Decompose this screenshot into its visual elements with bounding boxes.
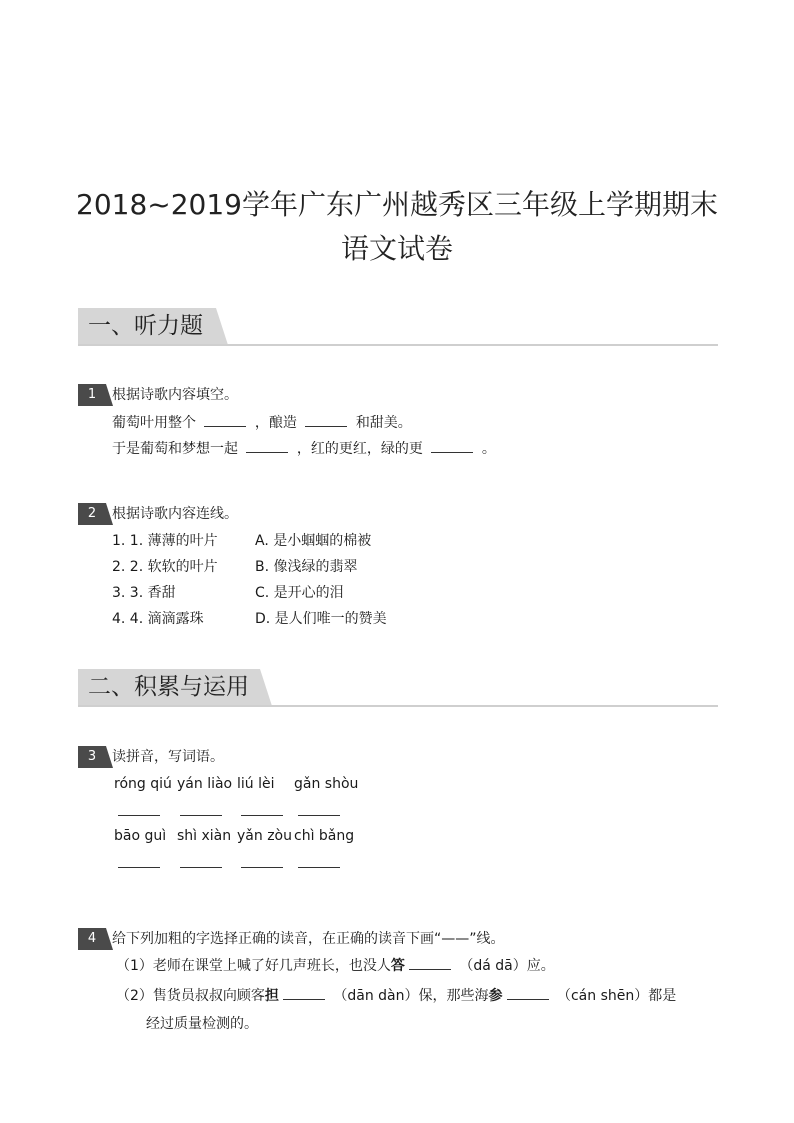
sub-question-2 xyxy=(116,985,676,1007)
answer-blank[interactable] xyxy=(241,867,283,868)
match-left-item[interactable]: 1. 1. 薄薄的叶片 xyxy=(112,533,218,549)
fill-text: 于是葡萄和梦想一起 xyxy=(112,441,238,457)
question-prompt: 读拼音，写词语。 xyxy=(112,749,224,765)
bold-character: 担 xyxy=(264,988,279,1004)
fill-blank[interactable] xyxy=(204,412,246,427)
section-label: 一、听力题 xyxy=(88,313,203,339)
answer-blank[interactable] xyxy=(241,815,283,816)
fill-text: ，红的更红，绿的更 xyxy=(296,441,423,457)
document-title xyxy=(60,183,734,271)
section-divider xyxy=(78,344,718,346)
fill-text: 葡萄叶用整个 xyxy=(112,415,196,431)
pronunciation-choices[interactable]: （cán shēn）都是 xyxy=(556,988,677,1004)
question-number-badge: 1 xyxy=(78,384,106,406)
fill-text: 。 xyxy=(481,441,496,457)
bold-character: 参 xyxy=(488,988,503,1004)
bold-character: 答 xyxy=(390,958,405,974)
fill-blank[interactable] xyxy=(431,438,473,453)
question-prompt: 根据诗歌内容连线。 xyxy=(112,506,238,522)
fill-text: ，酿造 xyxy=(254,415,297,431)
question-number-badge: 2 xyxy=(78,503,106,525)
sub-question-2-continuation: 经过质量检测的。 xyxy=(146,1016,258,1032)
answer-blank[interactable] xyxy=(180,867,222,868)
match-right-item[interactable]: D. 是人们唯一的赞美 xyxy=(255,611,387,627)
question-4 xyxy=(78,928,718,1038)
pinyin-label: bāo guì xyxy=(114,828,167,844)
answer-blank[interactable] xyxy=(118,867,160,868)
fill-line-1 xyxy=(112,412,412,433)
question-prompt: 根据诗歌内容填空。 xyxy=(112,387,238,403)
match-row xyxy=(112,609,387,629)
question-2 xyxy=(78,503,718,633)
answer-blank[interactable] xyxy=(118,815,160,816)
match-right-item[interactable]: A. 是小蝈蝈的棉被 xyxy=(255,533,372,549)
answer-blank[interactable] xyxy=(298,867,340,868)
pinyin-label: gǎn shòu xyxy=(294,776,359,792)
sentence-text: （1）老师在课堂上喊了好几声班长，也没人 xyxy=(116,958,391,974)
title-line-1: 2018~2019学年广东广州越秀区三年级上学期期末 xyxy=(76,188,718,221)
fill-text: 和甜美。 xyxy=(355,415,412,431)
question-3 xyxy=(78,746,718,876)
section-divider xyxy=(78,705,718,707)
answer-blank[interactable] xyxy=(283,985,325,1000)
pinyin-label: chì bǎng xyxy=(294,828,355,844)
match-right-item[interactable]: B. 像浅绿的翡翠 xyxy=(255,559,358,575)
match-left-item[interactable]: 2. 2. 软软的叶片 xyxy=(112,559,218,575)
match-left-item[interactable]: 3. 3. 香甜 xyxy=(112,585,176,601)
question-number-badge: 4 xyxy=(78,928,106,950)
answer-blank[interactable] xyxy=(507,985,549,1000)
pinyin-label: yǎn zòu xyxy=(237,828,292,844)
pinyin-label: shì xiàn xyxy=(177,828,232,844)
fill-line-2 xyxy=(112,438,496,459)
section-header-listening xyxy=(78,308,718,348)
pronunciation-choices[interactable]: （dān dàn）保，那些海 xyxy=(333,988,489,1004)
section-header-accumulation xyxy=(78,669,718,709)
sentence-text: （2）售货员叔叔向顾客 xyxy=(116,988,265,1004)
fill-blank[interactable] xyxy=(246,438,288,453)
answer-blank[interactable] xyxy=(409,955,451,970)
section-label: 二、积累与运用 xyxy=(88,674,249,700)
match-row xyxy=(112,583,344,603)
match-right-item[interactable]: C. 是开心的泪 xyxy=(255,585,344,601)
sub-question-1 xyxy=(116,955,555,977)
pinyin-label: yán liào xyxy=(177,776,233,792)
question-1 xyxy=(78,384,718,464)
question-prompt: 给下列加粗的字选择正确的读音，在正确的读音下画“——”线。 xyxy=(112,931,505,947)
pinyin-label: liú lèi xyxy=(237,776,275,792)
title-line-2: 语文试卷 xyxy=(340,232,453,265)
answer-blank[interactable] xyxy=(298,815,340,816)
question-number-badge: 3 xyxy=(78,746,106,768)
match-row xyxy=(112,557,358,577)
match-row xyxy=(112,531,371,551)
answer-blank[interactable] xyxy=(180,815,222,816)
match-left-item[interactable]: 4. 4. 滴滴露珠 xyxy=(112,611,204,627)
pronunciation-choices[interactable]: （dá dā）应。 xyxy=(459,958,555,974)
pinyin-label: róng qiú xyxy=(114,776,172,792)
fill-blank[interactable] xyxy=(305,412,347,427)
